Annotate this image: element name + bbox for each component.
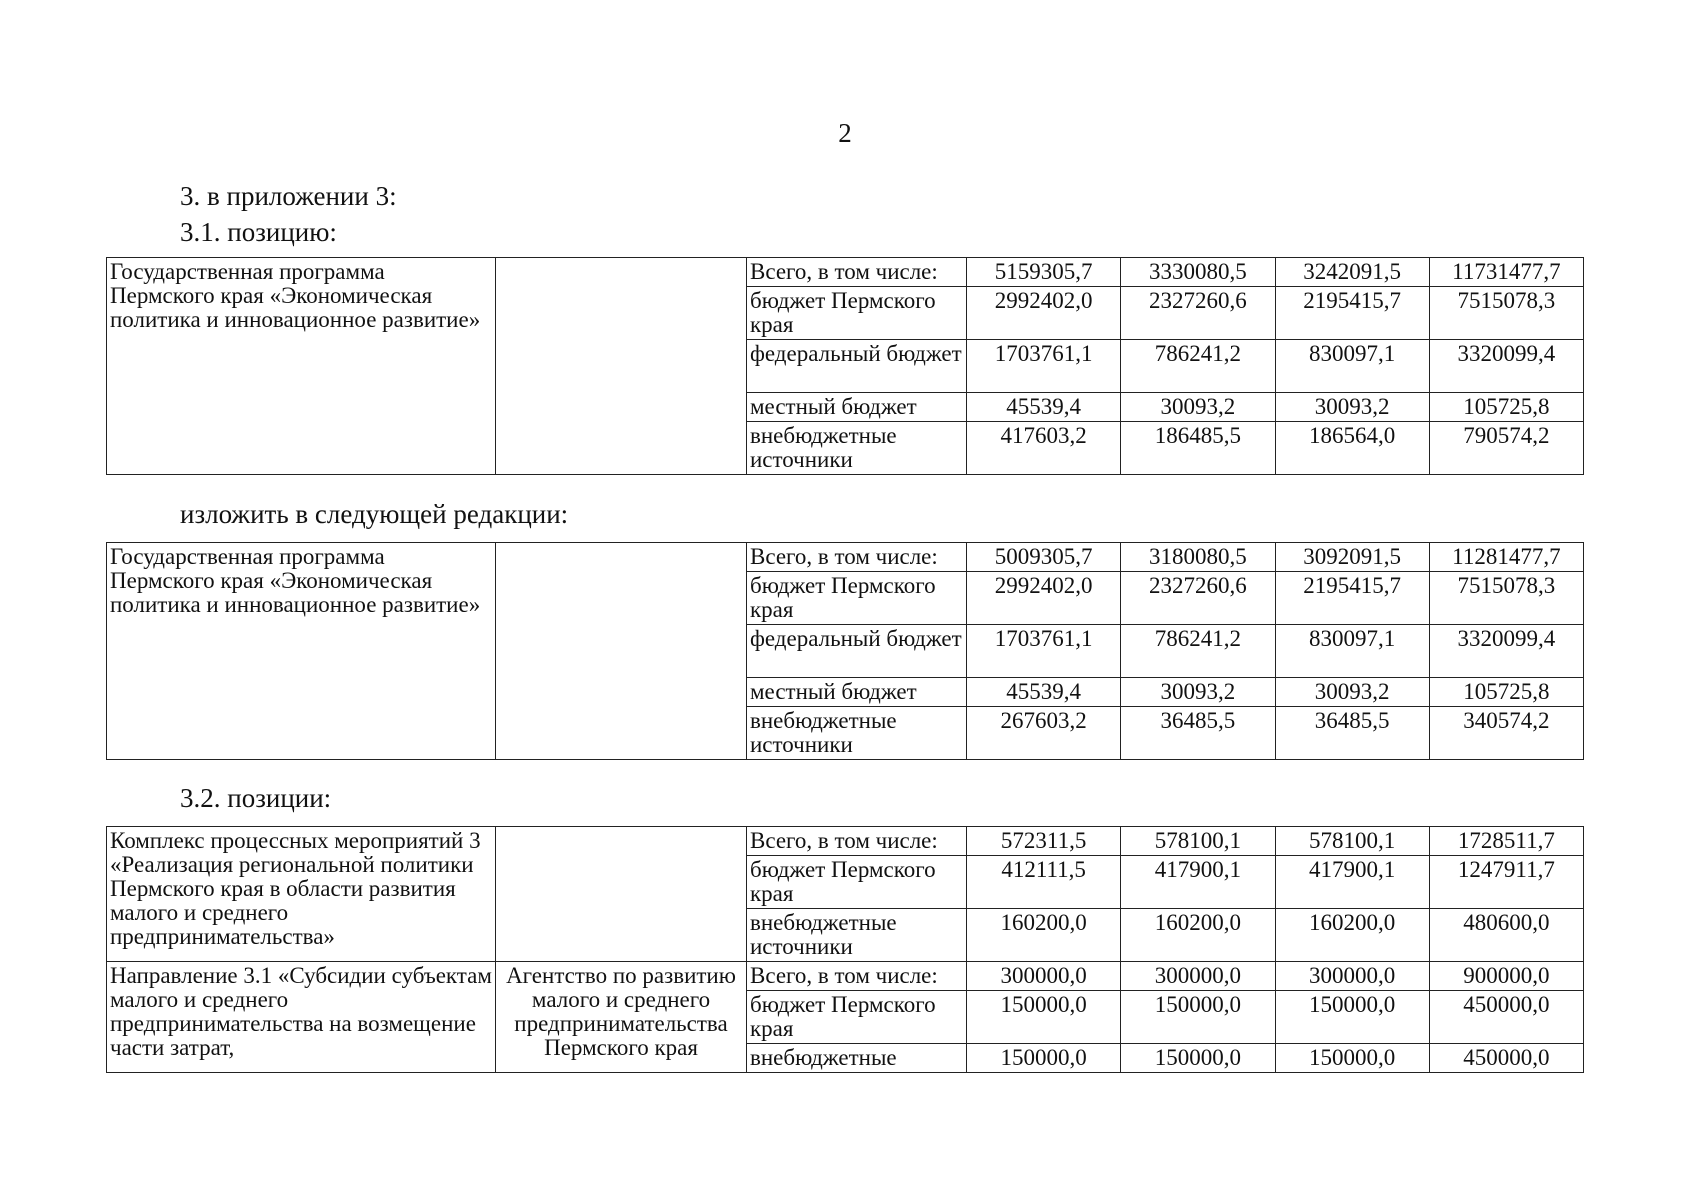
value-cell: 300000,0 [967, 962, 1121, 991]
value-cell: 2992402,0 [967, 572, 1121, 625]
executor-cell: Агентство по развитию малого и среднего предпринимательства Пермского края [496, 962, 747, 1073]
executor-cell [496, 543, 747, 760]
value-cell: 186564,0 [1275, 422, 1429, 475]
program-name-cell: Государственная программа Пермского края «Экономическая политика и инновационное развитие» [107, 543, 496, 760]
value-cell: 1703761,1 [967, 340, 1121, 393]
total-cell: 1728511,7 [1429, 827, 1583, 856]
source-cell: бюджет Пермского края [747, 856, 967, 909]
source-cell: бюджет Пермского края [747, 287, 967, 340]
value-cell: 150000,0 [1121, 1044, 1275, 1073]
value-cell: 30093,2 [1121, 678, 1275, 707]
value-cell: 786241,2 [1121, 340, 1275, 393]
executor-cell [496, 827, 747, 962]
total-cell: 7515078,3 [1429, 572, 1583, 625]
budget-table-original [106, 257, 1584, 475]
source-cell: Всего, в том числе: [747, 827, 967, 856]
value-cell: 572311,5 [967, 827, 1121, 856]
program-name-cell: Комплекс процессных мероприятий 3 «Реализация региональной политики Пермского края в области развития малого и среднего предпринимательства» [107, 827, 496, 962]
total-cell: 450000,0 [1429, 991, 1583, 1044]
section-heading: 3. в приложении 3: [180, 181, 397, 211]
value-cell: 412111,5 [967, 856, 1121, 909]
value-cell: 2327260,6 [1121, 572, 1275, 625]
value-cell: 36485,5 [1121, 707, 1275, 760]
value-cell: 830097,1 [1275, 625, 1429, 678]
value-cell: 830097,1 [1275, 340, 1429, 393]
total-cell: 105725,8 [1429, 393, 1583, 422]
value-cell: 2195415,7 [1275, 287, 1429, 340]
value-cell: 3330080,5 [1121, 258, 1275, 287]
total-cell: 7515078,3 [1429, 287, 1583, 340]
value-cell: 2195415,7 [1275, 572, 1429, 625]
total-cell: 3320099,4 [1429, 625, 1583, 678]
value-cell: 45539,4 [967, 678, 1121, 707]
total-cell: 1247911,7 [1429, 856, 1583, 909]
source-cell: внебюджетные источники [747, 707, 967, 760]
value-cell: 267603,2 [967, 707, 1121, 760]
subsection-heading: 3.2. позиции: [180, 783, 332, 813]
source-cell: Всего, в том числе: [747, 258, 967, 287]
source-cell: внебюджетные [747, 1044, 967, 1073]
value-cell: 150000,0 [1121, 991, 1275, 1044]
budget-table-revised [106, 542, 1584, 760]
value-cell: 300000,0 [1121, 962, 1275, 991]
value-cell: 2327260,6 [1121, 287, 1275, 340]
source-cell: внебюджетные источники [747, 909, 967, 962]
value-cell: 417603,2 [967, 422, 1121, 475]
value-cell: 160200,0 [1121, 909, 1275, 962]
value-cell: 786241,2 [1121, 625, 1275, 678]
value-cell: 30093,2 [1275, 678, 1429, 707]
value-cell: 2992402,0 [967, 287, 1121, 340]
value-cell: 578100,1 [1275, 827, 1429, 856]
source-cell: внебюджетные источники [747, 422, 967, 475]
total-cell: 11281477,7 [1429, 543, 1583, 572]
value-cell: 150000,0 [1275, 1044, 1429, 1073]
value-cell: 5009305,7 [967, 543, 1121, 572]
total-cell: 11731477,7 [1429, 258, 1583, 287]
value-cell: 36485,5 [1275, 707, 1429, 760]
total-cell: 480600,0 [1429, 909, 1583, 962]
source-cell: федеральный бюджет [747, 340, 967, 393]
total-cell: 450000,0 [1429, 1044, 1583, 1073]
source-cell: бюджет Пермского края [747, 572, 967, 625]
total-cell: 900000,0 [1429, 962, 1583, 991]
direction-name-cell: Направление 3.1 «Субсидии субъектам малого и среднего предпринимательства на возмещение части затрат, [107, 962, 496, 1073]
value-cell: 3180080,5 [1121, 543, 1275, 572]
value-cell: 150000,0 [1275, 991, 1429, 1044]
value-cell: 417900,1 [1275, 856, 1429, 909]
value-cell: 160200,0 [967, 909, 1121, 962]
value-cell: 160200,0 [1275, 909, 1429, 962]
value-cell: 30093,2 [1275, 393, 1429, 422]
value-cell: 45539,4 [967, 393, 1121, 422]
source-cell: местный бюджет [747, 678, 967, 707]
value-cell: 30093,2 [1121, 393, 1275, 422]
source-cell: бюджет Пермского края [747, 991, 967, 1044]
program-name-cell: Государственная программа Пермского края «Экономическая политика и инновационное развитие» [107, 258, 496, 475]
source-cell: Всего, в том числе: [747, 962, 967, 991]
value-cell: 150000,0 [967, 991, 1121, 1044]
subsection-heading: 3.1. позицию: [180, 217, 337, 247]
source-cell: федеральный бюджет [747, 625, 967, 678]
value-cell: 578100,1 [1121, 827, 1275, 856]
instruction-text: изложить в следующей редакции: [180, 499, 569, 529]
value-cell: 150000,0 [967, 1044, 1121, 1073]
source-cell: местный бюджет [747, 393, 967, 422]
total-cell: 105725,8 [1429, 678, 1583, 707]
executor-cell [496, 258, 747, 475]
total-cell: 340574,2 [1429, 707, 1583, 760]
budget-table-positions [106, 826, 1584, 1073]
source-cell: Всего, в том числе: [747, 543, 967, 572]
value-cell: 300000,0 [1275, 962, 1429, 991]
total-cell: 3320099,4 [1429, 340, 1583, 393]
value-cell: 186485,5 [1121, 422, 1275, 475]
value-cell: 1703761,1 [967, 625, 1121, 678]
value-cell: 417900,1 [1121, 856, 1275, 909]
value-cell: 3092091,5 [1275, 543, 1429, 572]
page-number: 2 [838, 118, 852, 148]
total-cell: 790574,2 [1429, 422, 1583, 475]
value-cell: 3242091,5 [1275, 258, 1429, 287]
value-cell: 5159305,7 [967, 258, 1121, 287]
